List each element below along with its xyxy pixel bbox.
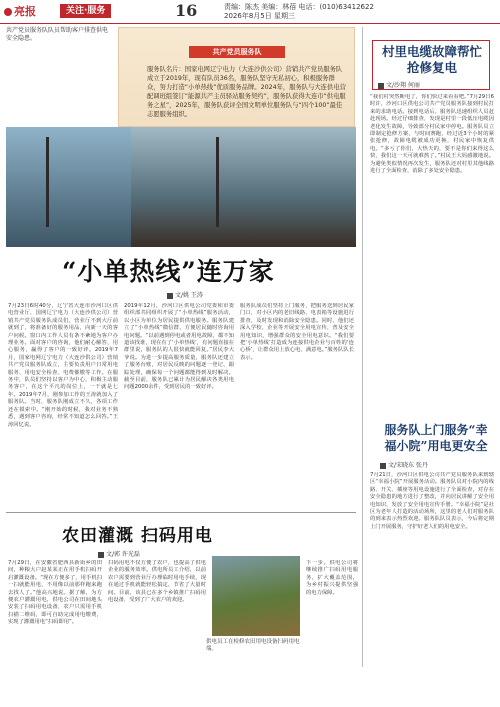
article4-photo-caption: 供电员工在检修农田用电设备扫码用电端。 bbox=[206, 639, 300, 652]
article1-col2: 2019年12月，沙河口区供电公司党委和市委组织部共同组织开展了“小单热线”服务活动，以小区为单位为居民提供供电服务。服务队建立了“小单热线”微信群，方便居民随时咨询用电问题。“以前遇到停电或者用电故障，都不知道该找谁，现在有了‘小单热线’，有问题直接在群里说，服务队的人很快就能回复。”居民李大爷说。为进一步提高服务质量，服务队还建立了服务台账，对居民反映的问题逐一登记、跟踪处理，确保每一个问题都能得到及时解决。截至目前，服务队已累计为居民解决各类用电问题2000余件，受到居民的一致好评。 bbox=[124, 303, 234, 391]
article1-byline bbox=[167, 290, 203, 299]
article4-photo bbox=[212, 556, 300, 636]
article2-byline bbox=[378, 80, 420, 89]
article3-title: 服务队上门服务“幸福小院”用电更安全 bbox=[384, 423, 488, 453]
article2-body: “我们村突然断电了，你们快过来看看吧。”7月29日6时许，沙河口区供电公司共产党员服务队接到村民打来的求助电话。接到电话后，服务队迅速组织人员赶赴现场。经过仔细排查，发现是村里一段低压电缆因老化发生故障，导致部分村民家中停电。服务队员立即制定抢修方案，与时间赛跑，经过近3个小时的紧张抢修，故障电缆被成功更换，村民家中恢复供电。“多亏了你们，大热天的，要不是你们来得这么快，我们这一天可就难熬了。”村民王大妈感激地说。为避免类似情况再次发生，服务队还对村里其他线路进行了全面检查，消除了多处安全隐患。 bbox=[370, 94, 494, 175]
banner-badge: 共产党员服务队 bbox=[189, 46, 285, 58]
intro-caption: 共产党员服务队队员帮助客户排查供电安全隐患。 bbox=[6, 27, 109, 42]
photo-right bbox=[131, 127, 356, 247]
column-divider bbox=[362, 27, 363, 667]
page-number: 16 bbox=[175, 1, 198, 20]
article3-byline-text: 文/宋晓东 张丹 bbox=[388, 462, 428, 469]
article1-col3: 服务队成员们坚持上门服务，把服务送到居民家门口，对小区内的老旧线路、电表箱等设施进行排查，及时发现和消除安全隐患。同时，他们还深入学校、企业等开展安全用电宣传，普及安全用电知识，增强群众的安全用电意识。“我们要把‘小单热线’打造成为连接供电企业与百姓的‘连心桥’，让群众用上放心电、满意电。”服务队队长表示。 bbox=[240, 303, 354, 361]
header-info bbox=[224, 3, 374, 21]
article4-col1: 7月29日，在安徽省肥西县新街乡的田间，种粮大户赵某某正在用手机扫码开启灌溉设备。“现在方便多了，用手机扫一扫就能用电，不用像以前那样跑来跑去找人了。”他高兴地说。据了解，为方便农户灌溉用电，供电公司在田间地头安装了扫码用电设备，农户只需用手机扫描二维码，即可自助完成用电缴费，实现了灌溉用电“扫码即用”。 bbox=[8, 560, 102, 626]
article4-byline bbox=[98, 549, 140, 558]
hero-photo bbox=[6, 127, 356, 247]
article4-byline-text: 文/郭 许光磊 bbox=[106, 551, 140, 558]
article2-title: 村里电缆故障帮忙抢修复电 bbox=[382, 44, 483, 75]
brand-text: 亮报 bbox=[14, 5, 36, 18]
section-divider bbox=[6, 512, 356, 513]
team-profile-banner bbox=[118, 27, 355, 127]
article1-col1: 7月23日6时40分，辽宁省大连市沙河口区供电营业厅，国网辽宁电力（大连沙供公司）营销共产党员服务队成员们，营业厅不到大厅前就到了，将准备好的服务用品，向新一天的客户问候。窗口内工作人员有条不紊地为客户办理业务。面对客户的咨询，他们耐心解答，用心服务，赢得了客户的一致好评。2019年7月，国家电网辽宁电力（大连沙供公司）营销共产党员服务队成立，主要负责用户日常用电服务、用电安全检查、电费催缴等工作。在服务中，队员们坚持以客户为中心，积极主动服务客户，在这个平凡的岗位上，一干就是七年。2019年7月，刚参加工作的王涛就加入了服务队。当时，服务队刚成立不久，各项工作还在摸索中。“刚开始的时候，我对业务不熟悉，遇到客户咨询，经常不知道怎么回答。”王涛回忆说。 bbox=[8, 303, 118, 428]
date-info: 2026年8月5日 星期三 bbox=[224, 12, 295, 20]
byline-icon bbox=[380, 463, 386, 469]
article1-byline-text: 文/姚 王涛 bbox=[175, 292, 203, 299]
page-header bbox=[0, 0, 500, 24]
editor-info: 责编：陈杰 美编：林蓓 电话：(010)63412622 bbox=[224, 3, 374, 11]
article4-title: 农田灌溉 扫码用电 bbox=[62, 526, 213, 546]
article3-body: 7月21日，沙河口区供电公司共产党员服务队来到辖区“幸福小院”开展服务活动。服务队员对小院内的线路、开关、插座等用电设施进行了全面检查，对存在安全隐患的地方进行了整改，并向居民讲解了安全用电知识，发放了安全用电宣传手册。“幸福小院”是社区为老年人打造的活动场所，这里的老人们对服务队的到来表示热烈欢迎。服务队队员表示，今后将定期上门开展服务，守护好老人们的用电安全。 bbox=[370, 472, 494, 530]
pole-icon bbox=[216, 137, 219, 227]
banner-text: 服务队名片：国家电网辽宁电力（大连沙供公司）营销共产党员服务队成立于2019年，现有队员36名，服务队坚守无私初心，积极服务群众，努力打造“小单热线”优质服务品牌。2024年，服务队与大连供电营配调班组签订“能源共产主员驿站服务契约”，服务队获得大连市“供电服务之星”，2025年，服务队获评全国文明单位服务队与“四个100”最佳志愿服务组织。 bbox=[147, 66, 346, 118]
article4-col3: 下一步，供电公司将继续推广扫码用电服务，扩大覆盖范围，为乡村振兴提供坚强的电力保障。 bbox=[306, 560, 358, 596]
section-label: 关注·服务 bbox=[60, 4, 111, 18]
article1-title: “小单热线”连万家 bbox=[62, 257, 275, 286]
article4-col2: 扫码用电不仅方便了农户，也提高了供电企业的服务效率。供电所员工介绍，以前农户需要到营业厅办理临时用电手续，现在通过手机就能轻松搞定，节省了大量时间。目前，该县已在多个乡镇推广扫码用电设备，受到了广大农户的欢迎。 bbox=[108, 560, 206, 604]
article3-byline bbox=[380, 460, 428, 469]
byline-icon bbox=[167, 293, 173, 299]
byline-icon bbox=[98, 552, 104, 558]
brand-icon bbox=[4, 8, 12, 16]
pole-icon bbox=[46, 137, 49, 227]
article2-byline-text: 文/沙翔 何丽 bbox=[386, 82, 420, 89]
byline-icon bbox=[378, 83, 384, 89]
photo-left bbox=[6, 127, 131, 247]
brand-logo bbox=[4, 3, 36, 19]
